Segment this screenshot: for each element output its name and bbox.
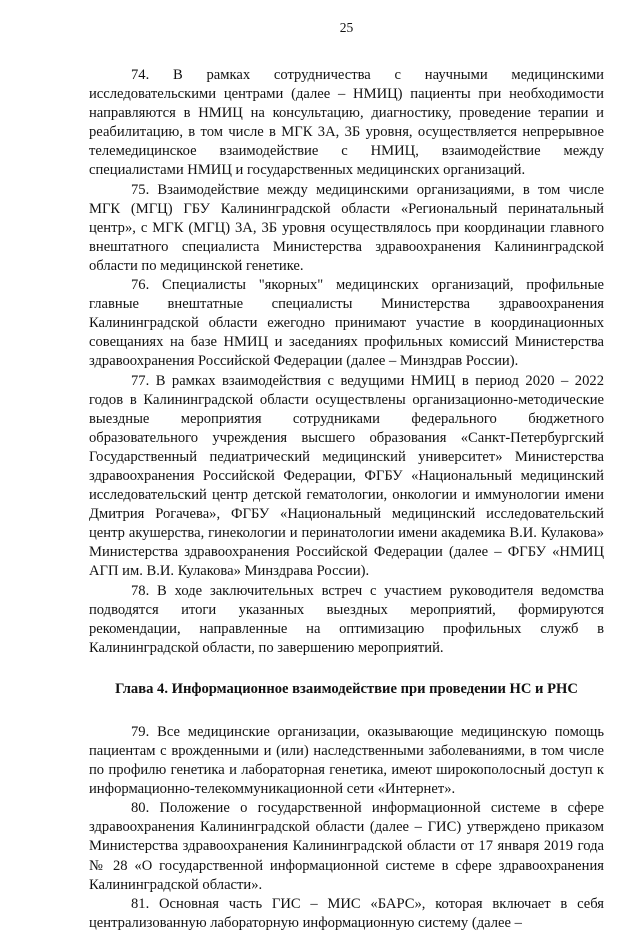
paragraph-81: 81. Основная часть ГИС – МИС «БАРС», которая включает в себя централизованную лабораторную информационную систему (далее – — [89, 895, 604, 931]
paragraph-80: 80. Положение о государственной информационной системе в сфере здравоохранения Калининградской области (далее – ГИС) утверждено приказом Министерства здравоохранения Калининградской области от 17 января 2019 года № 28 «О государственной информационной системе в сфере здравоохранения Калининградской области». — [89, 800, 604, 893]
paragraph-76: 76. Специалисты "якорных" медицинских организаций, профильные главные внештатные специалисты Министерства здравоохранения Калининградской области ежегодно принимают участие в координационных совещаниях на базе НМИЦ и заседаниях профильных комиссий Министерства здравоохранения Российской Федерации (далее – Минздрав России). — [89, 277, 604, 370]
paragraph-78: 78. В ходе заключительных встреч с участием руководителя ведомства подводятся итоги указанных выездных мероприятий, формируются рекомендации, направленные на оптимизацию профильных служб в Калининградской области, по завершению мероприятий. — [89, 582, 604, 656]
paragraph-74: 74. В рамках сотрудничества с научными медицинскими исследовательскими центрами (далее – НМИЦ) пациенты при необходимости направляются в НМИЦ на консультацию, диагностику, проведение терапии и реабилитацию, в том числе в МГК 3А, 3Б уровня, осуществляется непрерывное телемедицинское взаимодействие с НМИЦ, взаимодействие между специалистами НМИЦ и государственных медицинских организаций. — [89, 67, 604, 179]
chapter-heading: Глава 4. Информационное взаимодействие при проведении НС и РНС — [115, 680, 578, 697]
paragraph-77: 77. В рамках взаимодействия с ведущими НМИЦ в период 2020 – 2022 годов в Калининградской области осуществлены организационно-методические выездные мероприятия сотрудниками федерального бюджетного образовательного учреждения высшего образования «Санкт-Петербургский Государственный педиатрический медицинский университет» Министерства здравоохранения Российской Федерации, ФГБУ «Национальный медицинский исследовательский центр детской гематологии, онкологии и иммунологии имени Дмитрия Рогачева», ФГБУ «Национальный медицинский исследовательский центр акушерства, гинекологии и перинатологии имени академика В.И. Кулакова» Министерства здравоохранения Российской Федерации (далее – ФГБУ «НМИЦ АГП им. В.И. Кулакова» Минздрава России). — [89, 372, 604, 580]
paragraph-75: 75. Взаимодействие между медицинскими организациями, в том числе МГК (МГЦ) ГБУ Калининградской области «Региональный перинатальный центр», с МГК (МГЦ) 3А, 3Б уровня осуществлялось при координации главного внештатного специалиста Министерства здравоохранения Калининградской области по медицинской генетике. — [89, 181, 604, 274]
page-number: 25 — [339, 20, 354, 35]
paragraph-79: 79. Все медицинские организации, оказывающие медицинскую помощь пациентам с врожденными и (или) наследственными заболеваниями, в том числе по профилю генетика и лабораторная генетика, имеют широкополосный доступ к информационно-телекоммуникационной сети «Интернет». — [89, 723, 604, 798]
